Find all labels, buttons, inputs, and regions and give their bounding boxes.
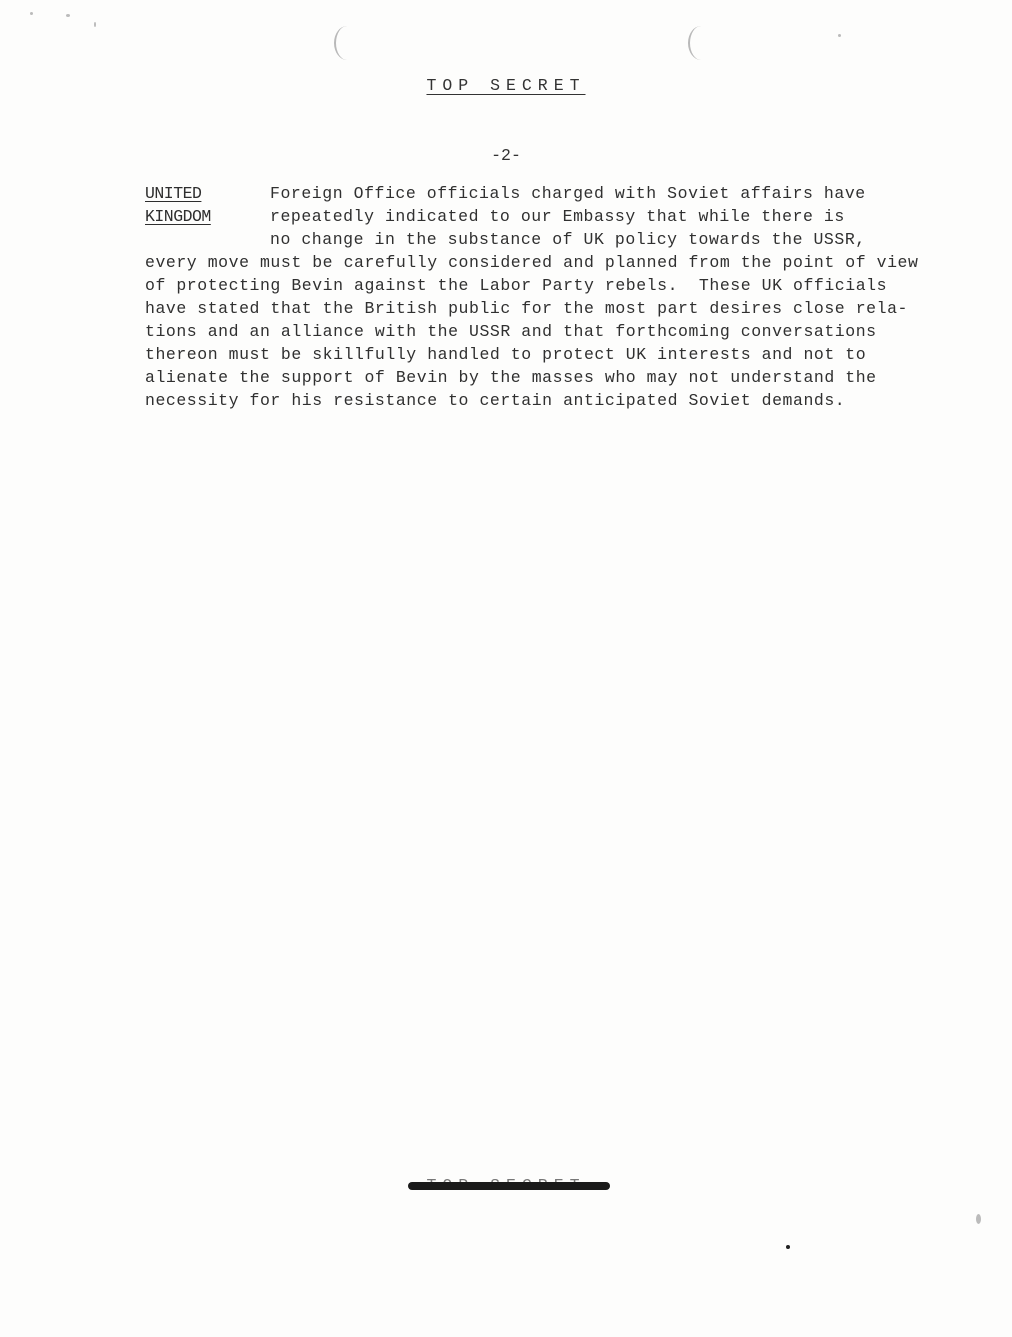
section-label-line-2: KINGDOM (145, 207, 211, 226)
paragraph-line: necessity for his resistance to certain anticipated Soviet demands. (145, 391, 846, 410)
paragraph-line: repeatedly indicated to our Embassy that while there is (270, 207, 845, 226)
classification-header: TOP SECRET (426, 76, 586, 95)
paragraph-line: have stated that the British public for the most part desires close rela- (145, 299, 908, 318)
section-label-line-1: UNITED (145, 184, 202, 203)
paragraph-line: every move must be carefully considered and planned from the point of view (145, 253, 919, 272)
paper-speck (94, 22, 96, 27)
paper-speck (976, 1214, 981, 1224)
punch-hole-right (688, 26, 714, 60)
paper-speck (66, 14, 70, 17)
strikethrough-mark (408, 1182, 610, 1190)
paragraph-line: alienate the support of Bevin by the masses who may not understand the (145, 368, 877, 387)
punch-hole-left (334, 26, 360, 60)
paragraph-line: thereon must be skillfully handled to protect UK interests and not to (145, 345, 867, 364)
paragraph-line: tions and an alliance with the USSR and that forthcoming conversations (145, 322, 877, 341)
page-number: -2- (491, 146, 521, 165)
paragraph-line: no change in the substance of UK policy towards the USSR, (270, 230, 866, 249)
paper-speck (838, 34, 841, 37)
paper-speck (30, 12, 33, 15)
paragraph-line: Foreign Office officials charged with Soviet affairs have (270, 184, 866, 203)
paragraph-line: of protecting Bevin against the Labor Party rebels. These UK officials (145, 276, 888, 295)
ink-dot (786, 1245, 790, 1249)
